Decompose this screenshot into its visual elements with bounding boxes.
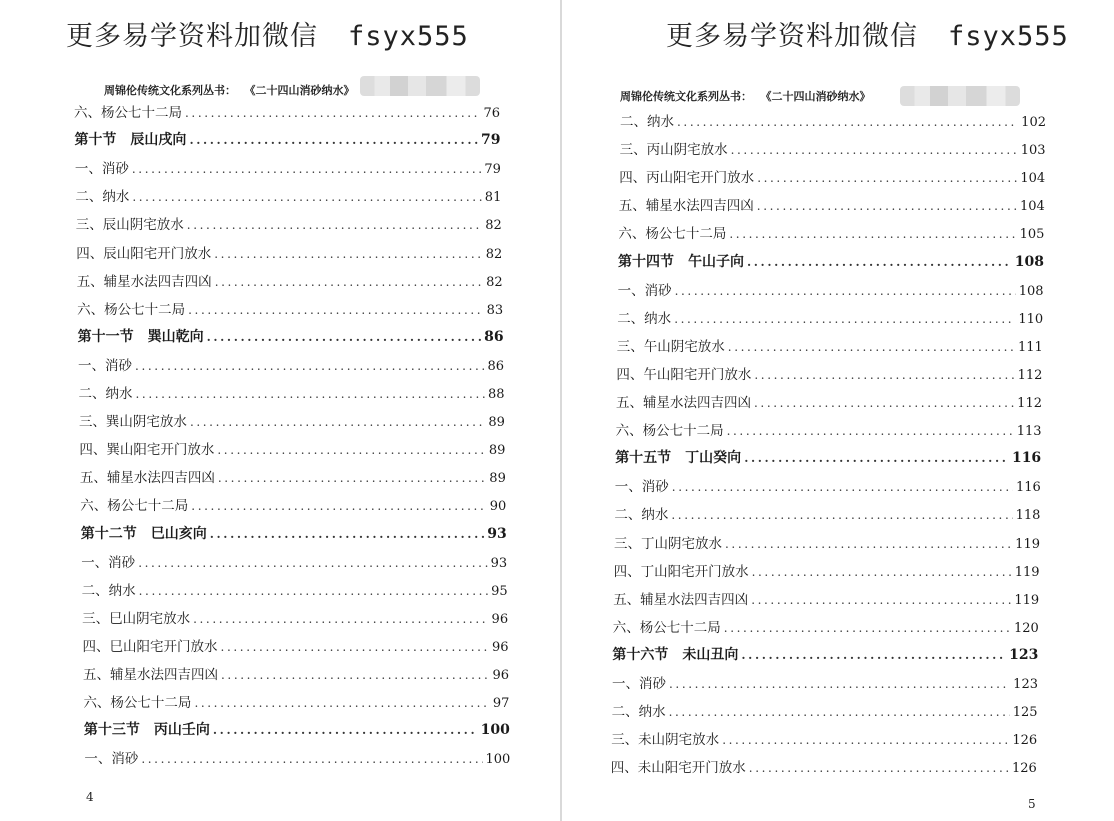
toc-entry-row bbox=[80, 466, 506, 486]
toc-entry-label: 五、辅星水法四吉四凶 bbox=[83, 667, 218, 683]
dot-leader bbox=[136, 387, 485, 401]
toc-entry-label: 四、丙山阳宅开门放水 bbox=[619, 170, 755, 187]
dot-leader bbox=[141, 752, 482, 766]
toc-entry-label: 第十六节 未山丑向 bbox=[612, 646, 739, 663]
toc-entry-row bbox=[74, 101, 500, 121]
toc-entry-page: 113 bbox=[1016, 424, 1042, 440]
toc-entry-label: 六、杨公七十二局 bbox=[83, 695, 192, 712]
redacted-blur bbox=[900, 86, 1020, 106]
dot-leader bbox=[744, 451, 1009, 465]
watermark-text: 更多易学资料加微信 bbox=[66, 21, 318, 52]
toc-entry-page: 116 bbox=[1015, 480, 1041, 496]
toc-entry-page: 104 bbox=[1019, 199, 1045, 215]
toc-entry-label: 六、杨公七十二局 bbox=[74, 105, 182, 121]
toc-entry-row bbox=[612, 672, 1038, 692]
dot-leader bbox=[190, 415, 485, 429]
toc-entry-page: 82 bbox=[485, 218, 502, 234]
toc-entry-row bbox=[616, 363, 1042, 383]
toc-entry-page: 104 bbox=[1020, 171, 1046, 187]
toc-entry-label: 五、辅星水法四吉四凶 bbox=[618, 198, 754, 215]
dot-leader bbox=[191, 499, 486, 513]
toc-entry-row bbox=[611, 728, 1037, 748]
toc-entry-row bbox=[616, 391, 1042, 411]
toc-entry-page: 119 bbox=[1014, 592, 1040, 608]
right-page bbox=[562, 0, 1114, 821]
toc-entry-label: 四、未山阳宅开门放水 bbox=[610, 760, 746, 777]
toc-entry-label: 一、消砂 bbox=[617, 282, 672, 299]
toc-entry-row bbox=[613, 616, 1039, 636]
series-label: 周锦伦传统文化系列丛书： bbox=[104, 84, 236, 97]
toc-entry-page: 96 bbox=[492, 639, 509, 655]
toc-entry-label: 第十二节 巳山亥向 bbox=[80, 525, 207, 542]
toc-entry-page: 90 bbox=[489, 499, 507, 515]
toc-entry-label: 四、巳山阳宅开门放水 bbox=[82, 638, 218, 655]
toc-entry-row bbox=[78, 354, 504, 374]
toc-entry-row bbox=[81, 551, 507, 571]
toc-entry-row bbox=[614, 560, 1040, 580]
dot-leader bbox=[139, 584, 488, 598]
toc-entry-label: 六、杨公七十二局 bbox=[80, 498, 189, 515]
dot-leader bbox=[135, 359, 484, 373]
toc-entry-page: 86 bbox=[484, 328, 504, 345]
dot-leader bbox=[189, 133, 478, 147]
toc-entry-page: 89 bbox=[488, 443, 506, 459]
watermark-code: fsyx555 bbox=[948, 21, 1069, 52]
toc-entry-page: 118 bbox=[1015, 508, 1041, 524]
dot-leader bbox=[214, 247, 482, 261]
toc-entry-page: 93 bbox=[487, 525, 507, 542]
toc-entry-row bbox=[619, 166, 1045, 186]
dot-leader bbox=[132, 190, 481, 204]
toc-entry-page: 79 bbox=[484, 162, 501, 178]
toc-entry-label: 六、杨公七十二局 bbox=[615, 423, 724, 440]
toc-entry-page: 116 bbox=[1011, 450, 1042, 467]
dot-leader bbox=[188, 303, 483, 317]
series-header-left bbox=[104, 82, 355, 98]
toc-entry-page: 102 bbox=[1021, 115, 1046, 130]
toc-entry-label: 四、丁山阳宅开门放水 bbox=[613, 563, 749, 580]
toc-section-row bbox=[84, 719, 510, 739]
toc-entry-page: 120 bbox=[1013, 620, 1039, 636]
dot-leader bbox=[187, 218, 482, 232]
toc-entry-page: 81 bbox=[484, 190, 502, 206]
dot-leader bbox=[671, 508, 1012, 522]
toc-entry-page: 119 bbox=[1014, 564, 1040, 580]
toc-section-row bbox=[74, 129, 500, 149]
toc-entry-page: 79 bbox=[480, 132, 501, 149]
toc-entry-row bbox=[83, 691, 509, 711]
dot-leader bbox=[757, 171, 1017, 185]
toc-entry-label: 一、消砂 bbox=[614, 479, 669, 496]
dot-leader bbox=[677, 115, 1018, 129]
toc-entry-row bbox=[82, 579, 508, 599]
toc-entry-label: 三、丁山阴宅放水 bbox=[614, 535, 722, 552]
dot-leader bbox=[194, 696, 489, 710]
toc-entry-page: 119 bbox=[1015, 536, 1040, 552]
dot-leader bbox=[727, 424, 1014, 438]
toc-entry-row bbox=[80, 494, 506, 514]
series-header-right bbox=[620, 88, 871, 104]
toc-entry-label: 一、消砂 bbox=[74, 161, 129, 178]
toc-entry-label: 一、消砂 bbox=[81, 554, 136, 571]
dot-leader bbox=[675, 284, 1016, 298]
dot-leader bbox=[731, 143, 1018, 157]
toc-entry-row bbox=[75, 185, 501, 205]
dot-leader bbox=[754, 396, 1014, 410]
toc-entry-row bbox=[614, 532, 1040, 552]
toc-entry-row bbox=[613, 588, 1039, 608]
toc-entry-label: 四、巽山阳宅开门放水 bbox=[79, 442, 215, 459]
toc-entry-page: 123 bbox=[1013, 677, 1038, 692]
dot-leader bbox=[213, 723, 478, 737]
dot-leader bbox=[672, 480, 1013, 494]
toc-section-row bbox=[615, 447, 1041, 467]
dot-leader bbox=[724, 621, 1011, 635]
toc-entry-page: 83 bbox=[486, 302, 504, 318]
toc-entry-row bbox=[83, 635, 509, 655]
toc-entry-label: 六、杨公七十二局 bbox=[618, 226, 727, 243]
dot-leader bbox=[210, 527, 485, 541]
toc-entry-row bbox=[611, 756, 1037, 776]
series-label: 周锦伦传统文化系列丛书： bbox=[620, 90, 752, 103]
toc-entry-row bbox=[77, 270, 503, 290]
toc-entry-row bbox=[75, 157, 501, 177]
dot-leader bbox=[757, 199, 1017, 213]
toc-entry-label: 三、丙山阴宅放水 bbox=[619, 142, 728, 159]
toc-entry-row bbox=[620, 138, 1046, 158]
toc-entry-row bbox=[77, 298, 503, 318]
toc-entry-page: 103 bbox=[1020, 143, 1046, 159]
watermark-code: fsyx555 bbox=[348, 21, 469, 52]
toc-entry-row bbox=[619, 194, 1045, 214]
dot-leader bbox=[185, 106, 480, 120]
toc-entry-page: 105 bbox=[1019, 227, 1045, 243]
toc-entry-row bbox=[615, 475, 1041, 495]
page-number-right: 5 bbox=[1028, 797, 1036, 811]
toc-entry-page: 82 bbox=[486, 274, 503, 290]
toc-entry-row bbox=[76, 242, 502, 262]
toc-entry-page: 111 bbox=[1017, 339, 1043, 355]
toc-section-row bbox=[81, 523, 507, 543]
toc-entry-page: 89 bbox=[488, 415, 505, 431]
toc-entry-row bbox=[82, 607, 508, 627]
dot-leader bbox=[728, 340, 1015, 354]
toc-entry-label: 三、未山阴宅放水 bbox=[611, 732, 720, 749]
toc-entry-label: 第十节 辰山戌向 bbox=[74, 132, 187, 149]
watermark-right bbox=[666, 14, 1069, 53]
toc-entry-label: 四、午山阳宅开门放水 bbox=[616, 366, 752, 383]
toc-entry-label: 二、纳水 bbox=[617, 310, 672, 327]
toc-entry-row bbox=[83, 663, 509, 683]
toc-entry-page: 93 bbox=[490, 555, 508, 571]
toc-entry-label: 六、杨公七十二局 bbox=[77, 301, 186, 318]
toc-entry-label: 二、纳水 bbox=[614, 507, 669, 524]
toc-entry-row bbox=[79, 382, 505, 402]
dot-leader bbox=[218, 471, 486, 485]
dot-leader bbox=[132, 162, 481, 176]
toc-entry-label: 第十一节 巽山乾向 bbox=[77, 328, 204, 345]
toc-entry-label: 第十五节 丁山癸向 bbox=[615, 450, 742, 467]
toc-entry-label: 一、消砂 bbox=[84, 751, 139, 768]
toc-entry-row bbox=[79, 438, 505, 458]
toc-entry-label: 三、午山阴宅放水 bbox=[616, 338, 725, 355]
dot-leader bbox=[215, 275, 483, 289]
toc-entry-label: 一、消砂 bbox=[612, 676, 666, 692]
toc-entry-page: 125 bbox=[1012, 705, 1038, 721]
toc-entry-label: 三、辰山阴宅放水 bbox=[75, 217, 184, 234]
dot-leader bbox=[217, 443, 485, 457]
book-title: 《二十四山消砂纳水》 bbox=[250, 84, 355, 97]
toc-section-row bbox=[618, 251, 1044, 271]
toc-entry-row bbox=[76, 213, 502, 233]
toc-entry-label: 四、辰山阳宅开门放水 bbox=[76, 245, 212, 262]
book-title: 《二十四山消砂纳水》 bbox=[766, 90, 871, 103]
dot-leader bbox=[138, 556, 487, 570]
toc-entry-page: 96 bbox=[491, 611, 509, 627]
toc-entry-row bbox=[618, 222, 1044, 242]
toc-entry-label: 三、巽山阴宅放水 bbox=[78, 414, 187, 431]
toc-entry-row bbox=[616, 419, 1042, 439]
dot-leader bbox=[747, 255, 1012, 269]
toc-entry-page: 100 bbox=[485, 752, 511, 768]
toc-entry-page: 88 bbox=[487, 387, 505, 402]
toc-entry-page: 112 bbox=[1017, 367, 1043, 383]
toc-entry-row bbox=[84, 747, 510, 767]
dot-leader bbox=[752, 565, 1012, 579]
dot-leader bbox=[722, 733, 1009, 747]
toc-entry-label: 第十三节 丙山壬向 bbox=[83, 722, 210, 739]
toc-entry-page: 108 bbox=[1018, 283, 1044, 299]
toc-entry-page: 76 bbox=[483, 106, 500, 121]
dot-leader bbox=[221, 668, 489, 682]
watermark-left bbox=[66, 14, 469, 53]
dot-leader bbox=[674, 312, 1015, 326]
toc-entry-row bbox=[617, 335, 1043, 355]
toc-entry-row bbox=[79, 410, 505, 430]
dot-leader bbox=[751, 593, 1011, 607]
toc-entry-row bbox=[612, 700, 1038, 720]
toc-entry-page: 95 bbox=[491, 583, 508, 599]
toc-entry-label: 五、辅星水法四吉四凶 bbox=[76, 273, 212, 290]
toc-entry-label: 二、纳水 bbox=[81, 582, 136, 599]
toc-entry-page: 108 bbox=[1014, 253, 1044, 270]
toc-section-row bbox=[612, 644, 1038, 664]
toc-entry-label: 三、巳山阴宅放水 bbox=[82, 610, 191, 627]
dot-leader bbox=[754, 368, 1014, 382]
toc-section-row bbox=[78, 326, 504, 346]
dot-leader bbox=[669, 705, 1010, 719]
dot-leader bbox=[729, 227, 1016, 241]
toc-entry-page: 126 bbox=[1011, 761, 1037, 777]
redacted-blur bbox=[360, 76, 480, 96]
toc-entry-page: 86 bbox=[487, 358, 505, 374]
dot-leader bbox=[221, 640, 489, 654]
dot-leader bbox=[669, 677, 1010, 691]
toc-entry-label: 六、杨公七十二局 bbox=[612, 619, 721, 636]
toc-entry-page: 126 bbox=[1012, 733, 1038, 749]
toc-entry-label: 五、辅星水法四吉四凶 bbox=[613, 591, 749, 608]
toc-entry-page: 96 bbox=[492, 668, 509, 683]
toc-entry-page: 82 bbox=[485, 246, 503, 262]
dot-leader bbox=[207, 330, 482, 344]
toc-entry-label: 二、纳水 bbox=[78, 386, 133, 402]
toc-entry-row bbox=[620, 110, 1046, 130]
toc-entry-label: 二、纳水 bbox=[620, 114, 674, 130]
watermark-text: 更多易学资料加微信 bbox=[666, 21, 918, 52]
toc-entry-row bbox=[614, 503, 1040, 523]
toc-entry-page: 110 bbox=[1018, 311, 1044, 327]
dot-leader bbox=[741, 648, 1006, 662]
toc-entry-page: 89 bbox=[489, 471, 506, 487]
toc-entry-row bbox=[617, 307, 1043, 327]
page-number-left: 4 bbox=[86, 790, 94, 804]
toc-entry-label: 五、辅星水法四吉四凶 bbox=[616, 395, 751, 411]
dot-leader bbox=[749, 761, 1009, 775]
toc-entry-page: 123 bbox=[1009, 646, 1039, 663]
toc-entry-page: 97 bbox=[492, 696, 510, 712]
toc-entry-label: 第十四节 午山子向 bbox=[618, 253, 744, 270]
toc-entry-label: 二、纳水 bbox=[75, 189, 130, 206]
toc-entry-page: 100 bbox=[480, 722, 510, 739]
dot-leader bbox=[193, 612, 488, 626]
toc-entry-page: 112 bbox=[1017, 396, 1042, 411]
toc-entry-row bbox=[618, 279, 1044, 299]
toc-entry-label: 五、辅星水法四吉四凶 bbox=[79, 470, 215, 487]
toc-entry-label: 一、消砂 bbox=[78, 357, 133, 374]
dot-leader bbox=[725, 537, 1012, 551]
toc-entry-label: 二、纳水 bbox=[611, 704, 666, 721]
